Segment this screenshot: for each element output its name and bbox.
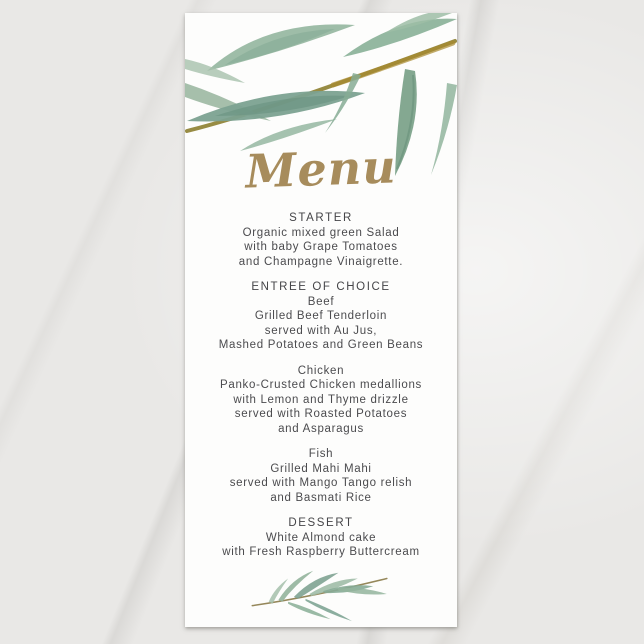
- section-heading: STARTER: [289, 212, 353, 224]
- dish-name: Chicken: [297, 364, 345, 377]
- menu-line: Panko-Crusted Chicken medallions: [219, 379, 422, 391]
- menu-line: Mashed Potatoes and Green Beans: [218, 339, 424, 351]
- menu-item: [193, 531, 449, 560]
- menu-line: Grilled Mahi Mahi: [270, 462, 372, 475]
- menu-section-dessert: [193, 516, 449, 560]
- dish-name: Beef: [307, 295, 335, 308]
- section-heading: ENTREE OF CHOICE: [251, 281, 391, 293]
- menu-line: served with Au Jus,: [264, 324, 378, 337]
- menu-body: [193, 211, 449, 560]
- menu-line: with baby Grape Tomatoes: [244, 241, 398, 253]
- section-heading: DESSERT: [288, 517, 354, 529]
- menu-line: and Champagne Vinaigrette.: [238, 255, 404, 268]
- olive-sprig-bottom-illustration: [247, 565, 395, 625]
- menu-section-entree: [193, 280, 449, 505]
- menu-line: and Asparagus: [278, 422, 364, 435]
- menu-section-starter: [193, 211, 449, 269]
- menu-card: [185, 13, 457, 627]
- menu-line: and Basmati Rice: [270, 491, 372, 504]
- menu-item-fish: [193, 447, 449, 505]
- menu-line: White Almond cake: [265, 531, 377, 544]
- menu-line: Organic mixed green Salad: [242, 226, 400, 239]
- menu-item-beef: [193, 295, 449, 353]
- menu-line: with Fresh Raspberry Buttercream: [222, 546, 420, 558]
- menu-item: [193, 226, 449, 270]
- menu-line: served with Roasted Potatoes: [234, 408, 408, 420]
- menu-title: Menu: [244, 139, 398, 199]
- menu-line: Grilled Beef Tenderloin: [254, 310, 388, 322]
- dish-name: Fish: [308, 448, 334, 460]
- menu-line: served with Mango Tango relish: [229, 477, 413, 489]
- menu-line: with Lemon and Thyme drizzle: [233, 393, 409, 406]
- menu-item-chicken: [193, 364, 449, 437]
